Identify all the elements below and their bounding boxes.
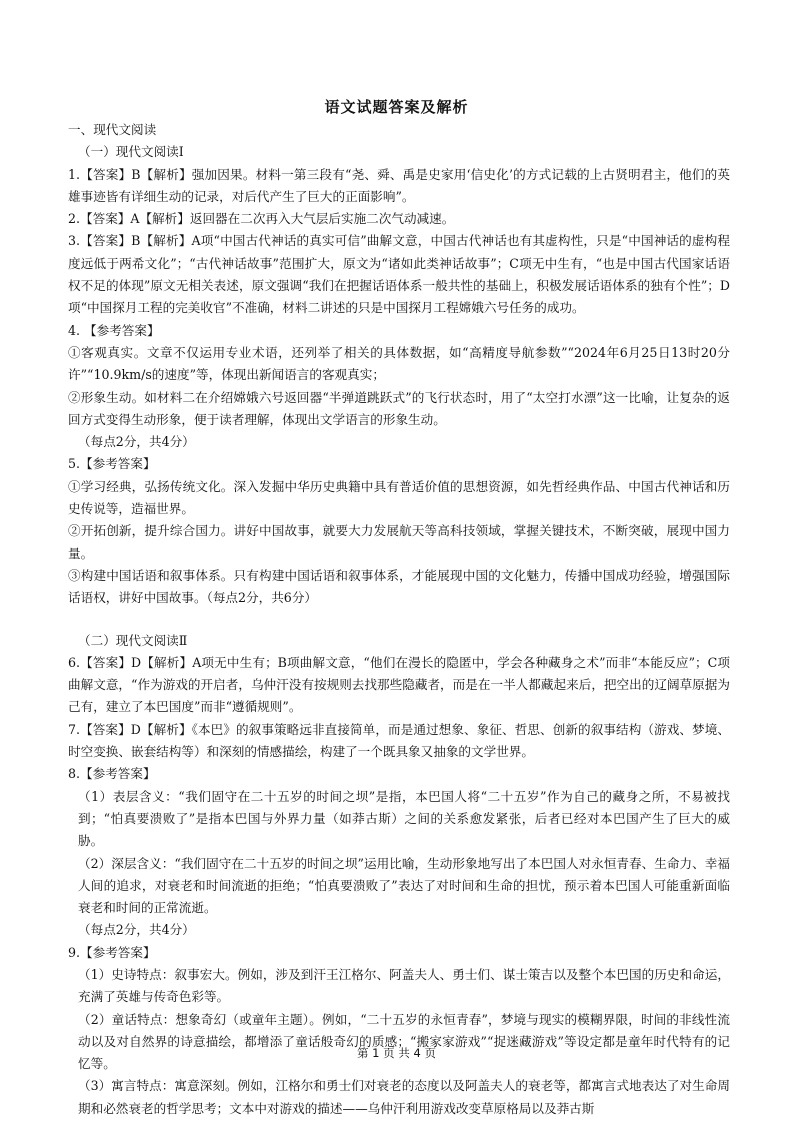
answer-paragraph: 6.【答案】D【解析】A项无中生有；B项曲解文意，“他们在漫长的隐匿中，学会各种藏身之术”而非“本能反应”；C项曲解文意，“作为游戏的开启者，乌仲汗没有按规则去找那些隐藏者，而是在一半人都藏起来后，把空出的辽阔草原据为己有，建立了本巴国度”而非“遵循规则”。 xyxy=(68,654,730,715)
answer-paragraph: ③构建中国话语和叙事体系。只有构建中国话语和叙事体系，才能展现中国的文化魅力，传播中国成功经验，增强国际话语权，讲好中国故事。（每点2分，共6分） xyxy=(68,567,730,606)
document-body xyxy=(68,119,730,1120)
answer-paragraph: 2.【答案】A【解析】返回器在二次再入大气层后实施二次气动减速。 xyxy=(68,211,455,227)
page-footer: 第 1 页 共 4 页 xyxy=(357,1046,436,1060)
section-heading: 一、现代文阅读 xyxy=(68,122,157,137)
answer-paragraph: 9.【参考答案】 xyxy=(68,944,156,960)
answer-paragraph: （1）表层含义：“我们固守在二十五岁的时间之坝”是指，本巴国人将“二十五岁”作为自己的藏身之所，不易被找到；“怕真要溃败了”是指本巴国与外界力量（如莽古斯）之间的关系愈发紧张，后者已经对本巴国产生了巨大的威胁。 xyxy=(78,788,730,849)
answer-paragraph: 7.【答案】D【解析】《本巴》的叙事策略远非直接简单，而是通过想象、象征、哲思、创新的叙事结构（游戏、梦境、时空变换、嵌套结构等）和深刻的情感描绘，构建了一个既具象又抽象的文学世界。 xyxy=(68,721,730,760)
answer-paragraph: ②开拓创新，提升综合国力。讲好中国故事，就要大力发展航天等高科技领域，掌握关键技术，不断突破，展现中国力量。 xyxy=(68,523,730,561)
answer-paragraph: 5.【参考答案】 xyxy=(68,456,156,472)
page-title: 语文试题答案及解析 xyxy=(324,98,469,116)
answer-paragraph: ①学习经典，弘扬传统文化。深入发掘中华历史典籍中具有普适价值的思想资源，如先哲经典作品、中国古代神话和历史传说等，造福世界。 xyxy=(68,478,730,517)
answer-paragraph: 4. 【参考答案】 xyxy=(68,322,160,338)
answer-paragraph: ②形象生动。如材料二在介绍嫦娥六号返回器“半弹道跳跃式”的飞行状态时，用了“太空打水漂”这一比喻，让复杂的返回方式变得生动形象，便于读者理解，体现出文学语言的形象生动。 xyxy=(68,389,730,427)
subsection-heading: （一）现代文阅读Ⅰ xyxy=(78,144,184,160)
answer-paragraph: （3）寓言特点：寓意深刻。例如，江格尔和勇士们对衰老的态度以及阿盖夫人的衰老等，都寓言式地表达了对生命周期和必然衰老的哲学思考；文本中对游戏的描述——乌仲汗利用游戏改变草原格局以及莽古斯 xyxy=(78,1078,730,1116)
answer-paragraph: ①客观真实。文章不仅运用专业术语，还列举了相关的具体数据，如“高精度导航参数”“2024年6月25日13时20分许”“10.9km/s的速度”等，体现出新闻语言的客观真实； xyxy=(68,344,730,383)
answer-paragraph: （2）深层含义：“我们固守在二十五岁的时间之坝”运用比喻，生动形象地写出了本巴国人对永恒青春、生命力、幸福人间的追求，对衰老和时间流逝的拒绝；“怕真要溃败了”表达了对时间和生命的担忧，预示着本巴国人可能重新面临衰老和时间的正常流逝。 xyxy=(78,855,730,916)
score-note: （每点2分，共4分） xyxy=(78,434,195,450)
answer-paragraph: 1.【答案】B【解析】强加因果。材料一第三段有“尧、舜、禹是史家用‘信史化’的方式记载的上古贤明君主，他们的英雄事迹皆有详细生动的记录，对后代产生了巨大的正面影响”。 xyxy=(68,166,730,204)
answer-paragraph: 8.【参考答案】 xyxy=(68,766,156,782)
subsection-heading: （二）现代文阅读Ⅱ xyxy=(78,632,188,648)
answer-paragraph: （1）史诗特点：叙事宏大。例如，涉及到汗王江格尔、阿盖夫人、勇士们、谋士策吉以及整个本巴国的历史和命运，充满了英雄与传奇色彩等。 xyxy=(78,966,730,1005)
score-note: （每点2分，共4分） xyxy=(78,922,195,938)
section-gap xyxy=(68,610,730,630)
answer-paragraph: 3.【答案】B【解析】A项“中国古代神话的真实可信”曲解文意，中国古代神话也有其虚构性，只是“中国神话的虚构程度远低于两希文化”；“古代神话故事”范围扩大，原文为“诸如此类神话故事”；C项无中生有，“也是中国古代国家话语权不足的体现”原文无相关表述，原文强调“我们在把握话语体系一般共性的基础上，积极发展话语体系的独有个性”；D项“中国探月工程的完美收官”不准确，材料二讲述的只是中国探月工程嫦娥六号任务的成功。 xyxy=(68,233,730,316)
answer-paragraph: （2）童话特点：想象奇幻（或童年主题）。例如，“二十五岁的永恒青春”，梦境与现实的模糊界限，时间的非线性流动以及对自然界的诗意描绘，都增添了童话般奇幻的质感；“搬家家游戏”“捉迷藏游戏”等设定都是童年时代特有的记忆等。 xyxy=(78,1011,730,1072)
